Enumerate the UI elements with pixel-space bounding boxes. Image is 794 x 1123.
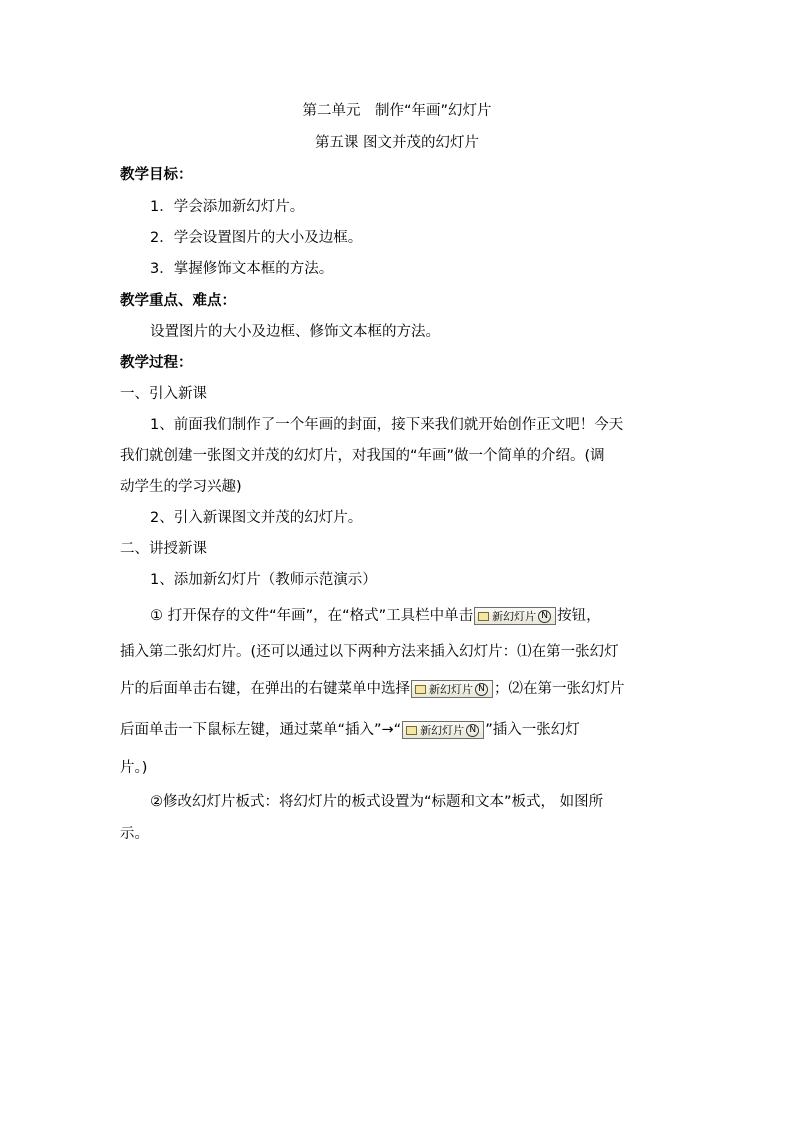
paragraph-line: 2、引入新课图文并茂的幻灯片。: [150, 510, 363, 526]
step-text: ；⑵在第一张幻灯片: [494, 681, 625, 697]
section-heading-1: 一、引入新课: [120, 386, 207, 402]
paragraph-line: 1、前面我们制作了一个年画的封面，接下来我们就开始创作正文吧！今天: [150, 417, 624, 433]
key-text: 设置图片的大小及边框、修饰文本框的方法。: [150, 324, 440, 340]
button-label: 新幻灯片: [429, 683, 473, 696]
step-line: 示。: [120, 826, 149, 842]
slide-icon: [415, 685, 426, 694]
step-text: ① 打开保存的文件“年画”，在“格式”工具栏中单击: [150, 608, 474, 624]
slide-icon: [406, 726, 417, 735]
step-line: 插入第二张幻灯片。(还可以通过以下两种方法来插入幻灯片：⑴在第一张幻灯: [120, 644, 619, 660]
section-heading-2: 二、讲授新课: [120, 541, 207, 557]
goals-heading: 教学目标：: [120, 167, 193, 183]
page-subtitle: 第五课 图文并茂的幻灯片: [314, 135, 480, 151]
step-text: 后面单击一下鼠标左键，通过菜单“插入”→“: [120, 722, 402, 738]
goal-item: 1．学会添加新幻灯片。: [150, 199, 305, 215]
step-text: ”插入一张幻灯: [485, 722, 580, 738]
process-heading: 教学过程：: [120, 355, 193, 371]
step-line: [120, 720, 580, 740]
paragraph-line: 我们就创建一张图文并茂的幻灯片，对我国的“年画”做一个简单的介绍。(调: [120, 448, 605, 464]
step-text: 片的后面单击右键，在弹出的右键菜单中选择: [120, 681, 410, 697]
button-label: 新幻灯片: [492, 610, 537, 623]
goal-item: 2．学会设置图片的大小及边框。: [150, 230, 363, 246]
step-line: [120, 679, 625, 699]
goal-item: 3．掌握修饰文本框的方法。: [150, 261, 334, 277]
step-line: ②修改幻灯片板式：将幻灯片的板式设置为“标题和文本”板式， 如图所: [150, 794, 604, 810]
new-slide-button-image: [474, 607, 556, 625]
step-text: 按钮，: [557, 608, 601, 624]
step-line: [150, 606, 601, 626]
button-shortcut: N: [475, 683, 488, 696]
new-slide-button-image: [402, 721, 484, 739]
paragraph-line: 动学生的学习兴趣): [120, 479, 242, 495]
button-shortcut: N: [466, 724, 479, 737]
step-line: 片。): [120, 760, 148, 776]
subsection-heading: 1、添加新幻灯片（教师示范演示）: [150, 572, 377, 588]
slide-icon: [478, 612, 489, 621]
button-label: 新幻灯片: [420, 724, 465, 737]
new-slide-button-image: [411, 680, 493, 698]
page-title: 第二单元 制作“年画”幻灯片: [302, 103, 492, 119]
button-shortcut: N: [538, 610, 551, 623]
key-heading: 教学重点、难点：: [120, 293, 236, 309]
